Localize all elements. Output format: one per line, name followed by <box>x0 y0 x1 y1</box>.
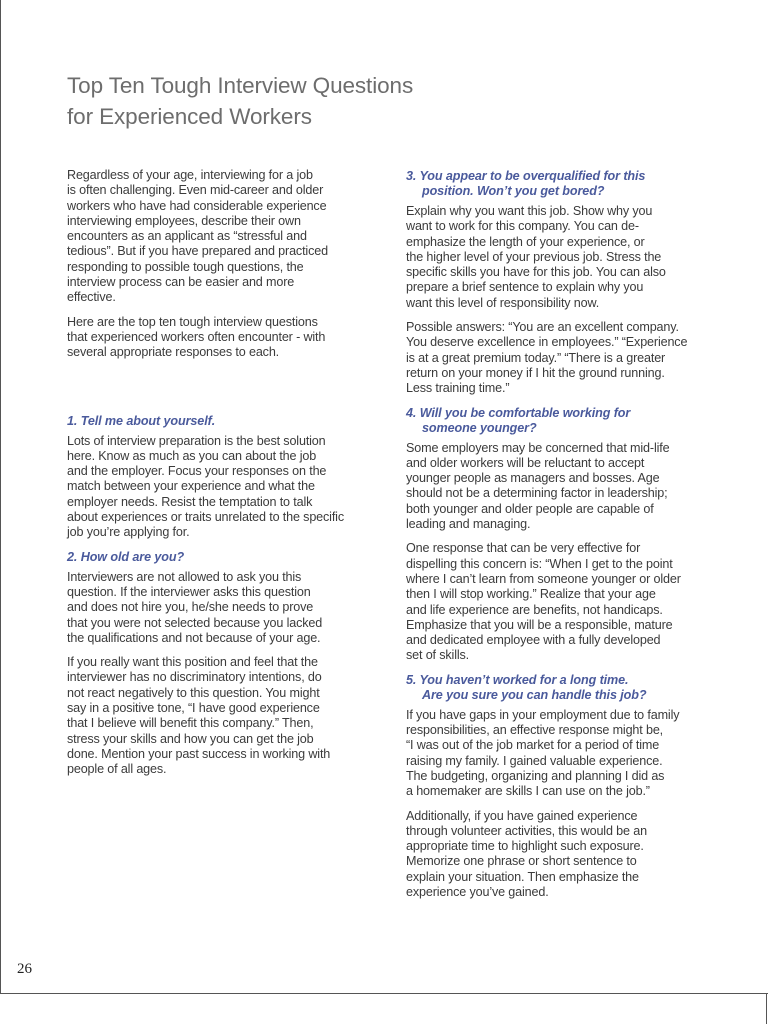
question-heading-line: Are you sure you can handle this job? <box>422 687 647 702</box>
question-heading-line: 2. How old are you? <box>67 549 185 564</box>
text-line: Here are the top ten tough interview questions <box>67 314 318 329</box>
text-line: then I will stop working.” Realize that your age <box>406 587 656 602</box>
page-edge-corner <box>766 993 767 1024</box>
text-line: through volunteer activities, this would be an <box>406 823 647 838</box>
text-line: emphasize the length of your experience, or <box>406 234 645 249</box>
text-line: Regardless of your age, interviewing for a job <box>67 168 313 182</box>
text-line: a homemaker are skills I can use on the job.” <box>406 784 650 799</box>
text-line: One response that can be very effective for <box>406 541 641 556</box>
text-line: should not be a determining factor in leadership; <box>406 486 668 501</box>
text-line: The budgeting, organizing and planning I did as <box>406 768 665 783</box>
text-line: You deserve excellence in employees.” “Experience <box>406 335 688 350</box>
text-line: and dedicated employee with a fully developed <box>406 633 661 648</box>
text-line: Memorize one phrase or short sentence to <box>406 854 637 869</box>
question-heading-line: 1. Tell me about yourself. <box>67 413 216 428</box>
answer-paragraph <box>67 655 367 777</box>
text-line: not react negatively to this question. You might <box>67 685 320 700</box>
text-line: younger people as managers and bosses. Age <box>406 471 660 486</box>
left-column <box>67 168 367 787</box>
question-heading-line: position. Won’t you get bored? <box>422 184 605 198</box>
text-line: question. If the interviewer asks this question <box>67 584 311 599</box>
text-line: interviewer has no discriminatory intentions, do <box>67 670 322 685</box>
text-line: the qualifications and not because of your age. <box>67 630 321 645</box>
text-line: If you really want this position and feel that the <box>67 655 318 670</box>
question-heading-line: 5. You haven’t worked for a long time. <box>406 672 629 687</box>
text-line: and the employer. Focus your responses on the <box>67 464 327 479</box>
text-line: appropriate time to highlight such exposure. <box>406 839 644 854</box>
text-line: effective. <box>67 290 116 305</box>
text-line: stress your skills and how you can get the job <box>67 731 314 746</box>
answer-paragraph <box>406 320 710 396</box>
text-line: here. Know as much as you can about the job <box>67 448 317 463</box>
text-line: raising my family. I gained valuable experience. <box>406 753 663 768</box>
question-heading-line: 3. You appear to be overqualified for this <box>406 169 646 183</box>
text-line: interview process can be easier and more <box>67 275 295 290</box>
text-line: and life experience are benefits, not handicaps. <box>406 602 663 617</box>
text-line: want this level of responsibility now. <box>406 295 600 310</box>
text-line: specific skills you have for this job. You can also <box>406 265 666 280</box>
text-line: Additionally, if you have gained experience <box>406 808 638 823</box>
text-line: responsibilities, an effective response might be, <box>406 723 664 738</box>
text-line: say in a positive tone, “I have good experience <box>67 701 320 716</box>
text-line: If you have gaps in your employment due to family <box>406 707 680 722</box>
text-line: match between your experience and what the <box>67 479 315 494</box>
page-title <box>67 70 587 132</box>
answer-paragraph <box>406 441 710 533</box>
answer-paragraph <box>406 809 710 901</box>
text-line: and older workers will be reluctant to accept <box>406 455 645 470</box>
text-line: “I was out of the job market for a period of time <box>406 738 660 753</box>
text-line: that I believe will benefit this company.” Then, <box>67 716 314 731</box>
text-line: experience you’ve gained. <box>406 884 549 899</box>
answer-paragraph <box>67 570 367 646</box>
text-line: workers who have had considerable experience <box>67 198 327 213</box>
text-line: the higher level of your previous job. Stress the <box>406 249 662 264</box>
title-line: for Experienced Workers <box>67 104 312 129</box>
text-line: people of all ages. <box>67 762 167 777</box>
question-heading-line: 4. Will you be comfortable working for <box>406 405 631 420</box>
right-column <box>406 169 710 909</box>
question-heading <box>67 550 367 565</box>
text-line: where I can’t learn from someone younger or older <box>406 571 681 586</box>
page-number: 26 <box>17 961 32 977</box>
text-line: is at a great premium today.” “There is a greater <box>406 350 666 365</box>
question-heading-line: someone younger? <box>422 420 537 435</box>
text-line: Emphasize that you will be a responsible, mature <box>406 617 673 632</box>
text-line: interviewing employees, describe their own <box>67 213 301 228</box>
page-edge-left <box>0 0 1 993</box>
answer-paragraph <box>67 434 367 541</box>
text-line: want to work for this company. You can de- <box>406 219 639 234</box>
text-line: several appropriate responses to each. <box>67 345 280 360</box>
intro-paragraph <box>67 168 367 306</box>
answer-paragraph <box>406 204 710 311</box>
text-line: about experiences or traits unrelated to the specific <box>67 510 344 525</box>
question-heading <box>406 673 710 703</box>
text-line: job you’re applying for. <box>67 525 190 540</box>
text-line: leading and managing. <box>406 517 531 532</box>
text-line: Some employers may be concerned that mid-life <box>406 440 670 455</box>
text-line: that you were not selected because you lacked <box>67 615 323 630</box>
question-heading <box>406 169 710 199</box>
text-line: dispelling this concern is: “When I get to the point <box>406 556 673 571</box>
text-line: encounters as an applicant as “stressful and <box>67 229 307 244</box>
text-line: Possible answers: “You are an excellent company. <box>406 320 679 335</box>
text-line: Interviewers are not allowed to ask you this <box>67 569 302 584</box>
text-line: both younger and older people are capable of <box>406 501 654 516</box>
title-line: Top Ten Tough Interview Questions <box>67 73 414 98</box>
text-line: is often challenging. Even mid-career and older <box>67 183 324 198</box>
text-line: explain your situation. Then emphasize the <box>406 869 639 884</box>
text-line: set of skills. <box>406 648 469 663</box>
page-edge-bottom <box>0 993 768 994</box>
text-line: responding to possible tough questions, the <box>67 259 304 274</box>
text-line: prepare a brief sentence to explain why you <box>406 280 644 295</box>
text-line: Less training time.” <box>406 381 510 396</box>
text-line: Lots of interview preparation is the best solution <box>67 433 326 448</box>
text-line: and does not hire you, he/she needs to prove <box>67 600 314 615</box>
text-line: done. Mention your past success in working with <box>67 746 331 761</box>
question-heading <box>406 406 710 436</box>
intro-paragraph <box>67 315 367 361</box>
text-line: Explain why you want this job. Show why you <box>406 204 653 218</box>
answer-paragraph <box>406 708 710 800</box>
text-line: that experienced workers often encounter - with <box>67 329 326 344</box>
text-line: return on your money if I hit the ground running. <box>406 365 665 380</box>
question-heading <box>67 414 367 429</box>
answer-paragraph <box>406 541 710 663</box>
text-line: tedious”. But if you have prepared and practiced <box>67 244 328 259</box>
section-spacer <box>67 370 367 414</box>
text-line: employer needs. Resist the temptation to talk <box>67 494 313 509</box>
